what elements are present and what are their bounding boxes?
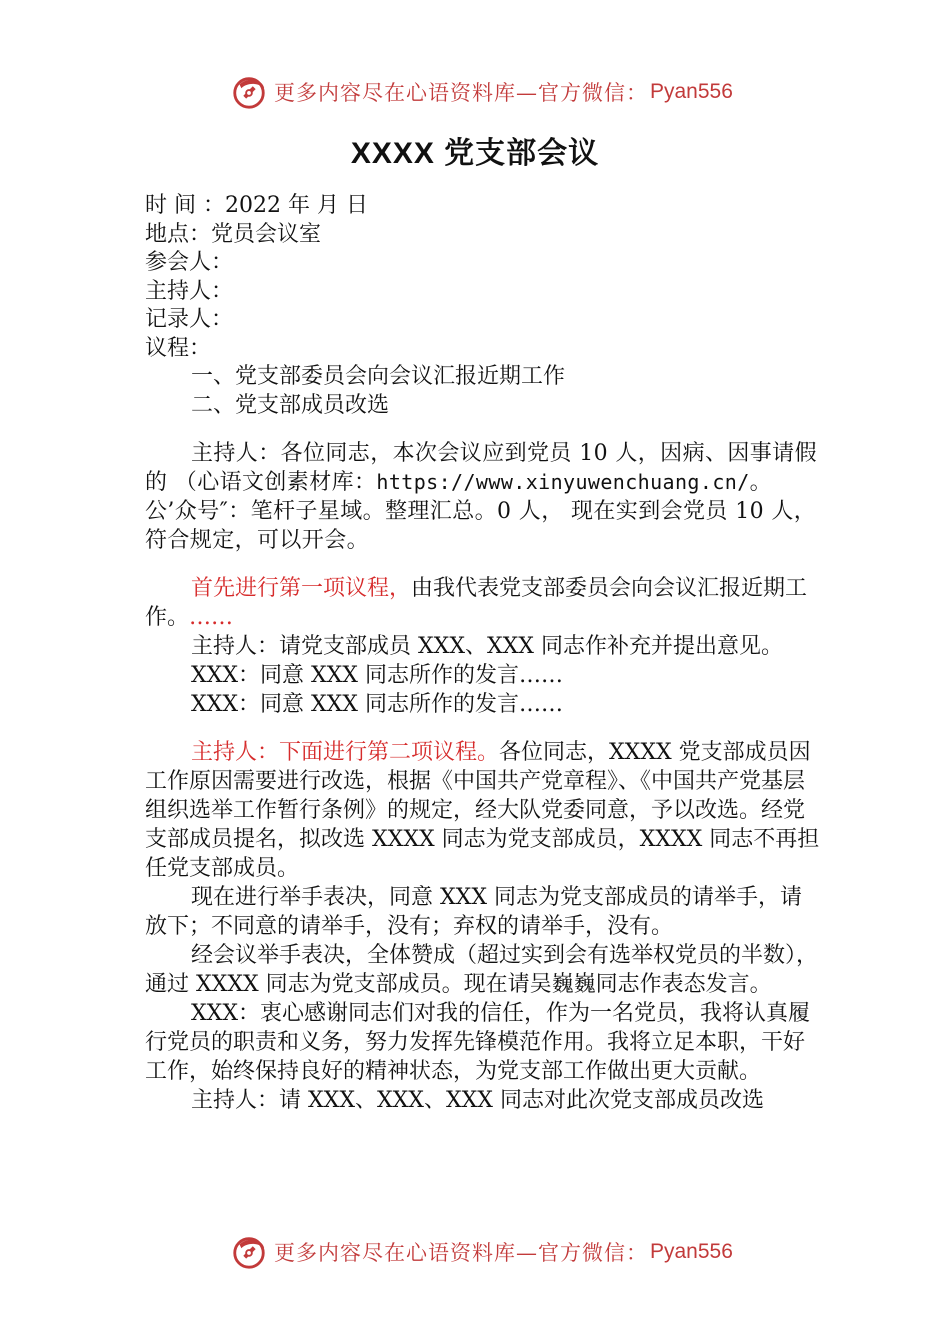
page-title: XXXX 党支部会议 (350, 137, 600, 170)
paragraph-statement: XXX：衷心感谢同志们对我的信任，作为一名党员，我将认真履行党员的职责和义务，努力发挥先锋模范作用。我将立足本职，干好工作，始终保持良好的精神状态，为党支部工作做出更大贡献。 (145, 1001, 810, 1084)
brand-logo-icon (230, 73, 268, 111)
meeting-recorder: 记录人： (145, 307, 234, 332)
agenda-item-2: 二、党支部成员改选 (191, 392, 390, 418)
footer-banner (230, 1232, 733, 1272)
paragraph-reply-2: XXX：同意 XXX 同志所作的发言…… (191, 692, 563, 717)
agenda-label: 议程： (145, 335, 212, 361)
agenda-item-1: 一、党支部委员会向会议汇报近期工作 (191, 364, 566, 389)
banner-wechat-id: Pyan556 (650, 80, 733, 103)
opening-text-b: 。公’众号″：笔杆子星域。整理汇总。0 人， 现在实到会党员 10 人，符合规定，可以开会。 (145, 470, 817, 553)
agenda-two-lead: 主持人：下面进行第二项议程。 (191, 740, 500, 765)
source-url: https://www.xinyuwenchuang.cn/ (376, 470, 750, 494)
agenda-one-lead: 首先进行第一项议程， (191, 576, 412, 601)
brand-logo-icon (230, 1233, 268, 1271)
paragraph-reply-1: XXX：同意 XXX 同志所作的发言…… (191, 663, 563, 688)
paragraph-host-request: 主持人：请党支部成员 XXX、XXX 同志作补充并提出意见。 (191, 634, 783, 659)
banner-text: 更多内容尽在心语资料库—官方微信： (274, 81, 648, 105)
paragraph-agenda-one (145, 574, 820, 632)
agenda-two-text: 各位同志，XXXX 党支部成员因工作原因需要进行改选，根据《中国共产党章程》、《中国共产党基层组织选举工作暂行条例》的规定，经大队党委同意，予以改选。经党支部成员提名，拟改选 XXXX 同志为党支部成员，XXXX 同志不再担任党支部成员。 (145, 740, 820, 881)
meeting-host: 主持人： (145, 278, 234, 304)
paragraph-vote: 现在进行举手表决，同意 XXX 同志为党支部成员的请举手，请放下；不同意的请举手，没有；弃权的请举手，没有。 (145, 885, 802, 939)
agenda-one-text: 由我代表党支部委员会向会议汇报近期工作。 (145, 576, 808, 630)
banner-wechat-id: Pyan556 (650, 1240, 733, 1263)
paragraph-host-closing: 主持人：请 XXX、XXX、XXX 同志对此次党支部成员改选 (191, 1088, 764, 1113)
document-body (145, 192, 820, 1115)
meeting-time: 时 间 ：2022 年 月 日 (145, 193, 368, 218)
meeting-place: 地点：党员会议室 (145, 221, 322, 247)
header-banner (230, 72, 733, 112)
opening-text-a: 主持人：各位同志，本次会议应到党员 10 人，因病、因事请假的 （心语文创素材库： (145, 441, 817, 495)
banner-text: 更多内容尽在心语资料库—官方微信： (274, 1241, 648, 1265)
agenda-one-ellipsis: …… (189, 605, 234, 630)
paragraph-opening (145, 439, 820, 555)
paragraph-agenda-two (145, 738, 820, 883)
paragraph-vote-result: 经会议举手表决，全体赞成（超过实到会有选举权党员的半数），通过 XXXX 同志为党支部成员。现在请吴巍巍同志作表态发言。 (145, 943, 819, 997)
meeting-attendees: 参会人： (145, 250, 234, 275)
